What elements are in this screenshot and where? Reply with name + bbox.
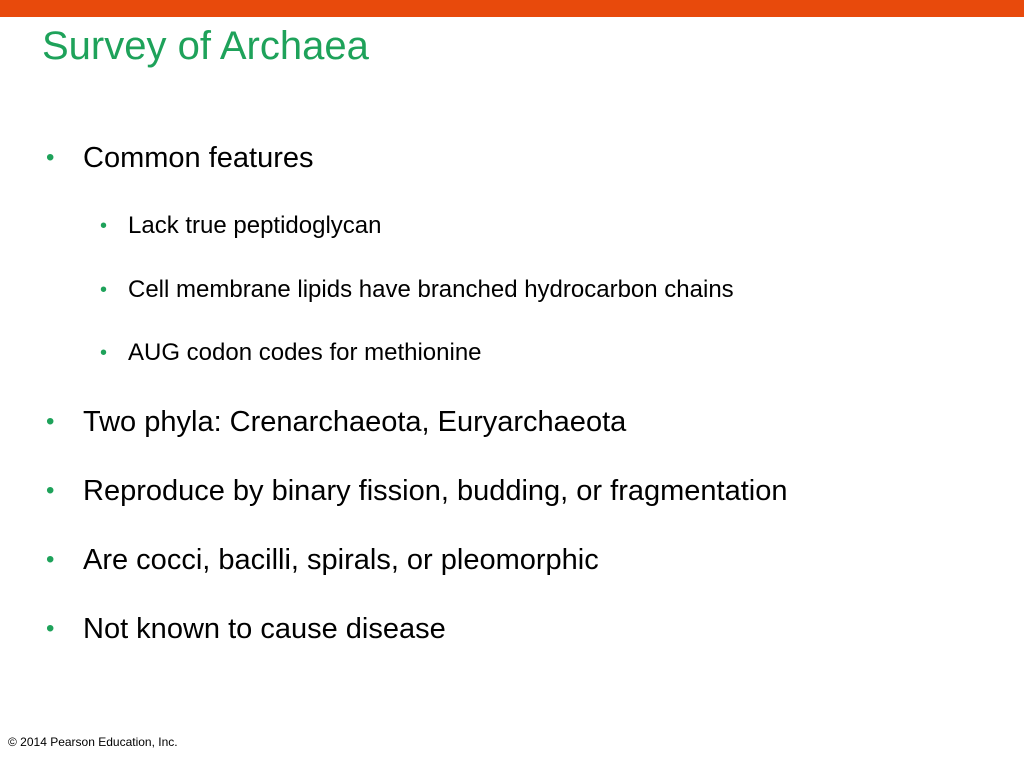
bullet-text: Cell membrane lipids have branched hydrocarbon chains <box>128 276 734 303</box>
bullet-text: Not known to cause disease <box>83 613 446 645</box>
bullet-dot-icon: • <box>46 144 55 171</box>
bullet-text: Two phyla: Crenarchaeota, Euryarchaeota <box>83 406 627 438</box>
bullet-dot-icon: • <box>46 477 55 504</box>
bullet-dot-icon: • <box>100 342 108 364</box>
bullet-text: Lack true peptidoglycan <box>128 212 382 239</box>
bullet-dot-icon: • <box>46 546 55 573</box>
bullet-text: Are cocci, bacilli, spirals, or pleomorphic <box>83 544 599 576</box>
bullet-dot-icon: • <box>46 615 55 642</box>
bullet-text: Reproduce by binary fission, budding, or fragmentation <box>83 475 788 507</box>
bullet-dot-icon: • <box>100 215 108 237</box>
bullet-dot-icon: • <box>46 408 55 435</box>
top-accent-bar <box>0 0 1024 17</box>
bullet-dot-icon: • <box>100 279 108 301</box>
bullet-text: Common features <box>83 142 314 174</box>
slide-title: Survey of Archaea <box>42 24 369 68</box>
copyright-notice: © 2014 Pearson Education, Inc. <box>8 735 178 749</box>
bullet-text: AUG codon codes for methionine <box>128 339 482 366</box>
